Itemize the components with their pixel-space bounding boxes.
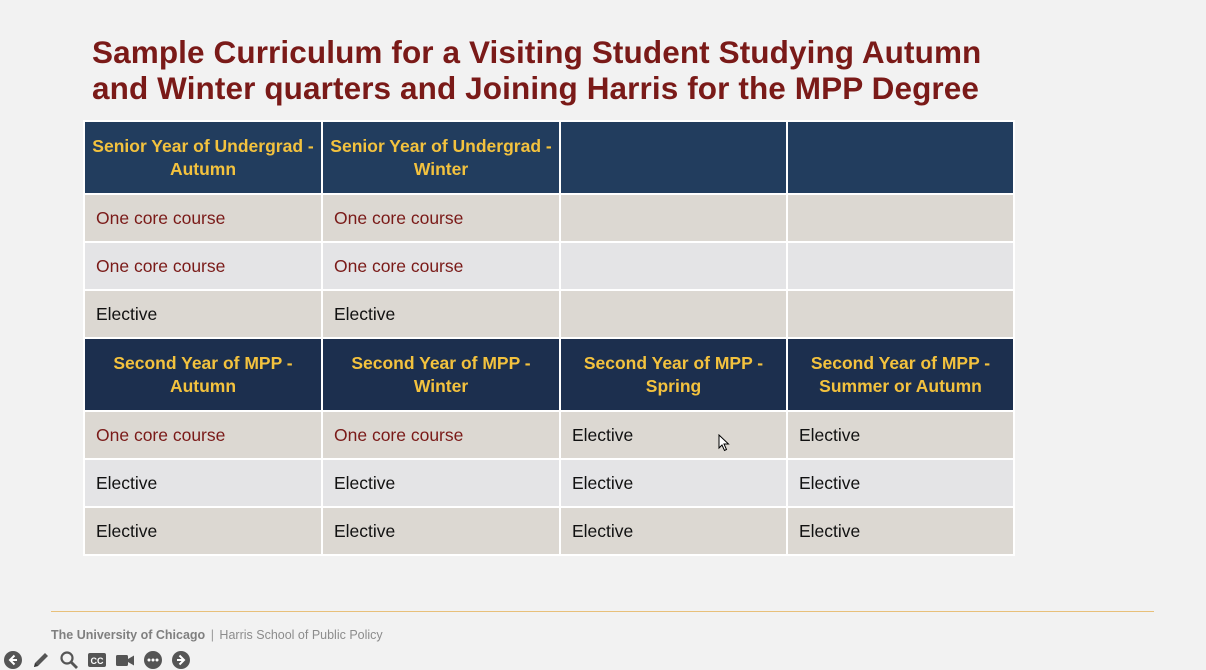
slide-title-line-2: and Winter quarters and Joining Harris for the MPP Degree (92, 70, 980, 106)
forward-icon (171, 650, 191, 670)
captions-button[interactable] (87, 650, 107, 670)
mouse-pointer-icon (718, 434, 730, 452)
header-cell: Senior Year of Undergrad - Autumn (84, 121, 322, 194)
captions-label: CC (90, 656, 104, 666)
back-icon (3, 650, 23, 670)
table-cell: One core course (84, 194, 322, 242)
table-cell: One core course (84, 411, 322, 459)
table-row (84, 242, 1014, 290)
footer-separator: | (210, 628, 214, 642)
table-cell (787, 194, 1014, 242)
zoom-icon (59, 650, 79, 670)
table-cell (560, 290, 787, 338)
mpp-header-row (84, 338, 1014, 411)
table-row (84, 411, 1014, 459)
undergrad-header-row (84, 121, 1014, 194)
table-cell (787, 290, 1014, 338)
table-cell: Elective (322, 459, 560, 507)
captions-icon (87, 650, 107, 670)
forward-button[interactable] (171, 650, 191, 670)
table-cell: Elective (560, 459, 787, 507)
table-cell: Elective (787, 507, 1014, 555)
table-cell (560, 242, 787, 290)
table-cell: One core course (322, 242, 560, 290)
table-cell (787, 242, 1014, 290)
table-cell: Elective (84, 507, 322, 555)
table-cell: Elective (322, 290, 560, 338)
table-cell (560, 194, 787, 242)
more-icon (143, 650, 163, 670)
table-cell: Elective (84, 290, 322, 338)
header-cell-empty (787, 121, 1014, 194)
slide-title (92, 34, 1092, 106)
table-cell: Elective (322, 507, 560, 555)
table-cell: Elective (787, 411, 1014, 459)
table-cell: One core course (322, 411, 560, 459)
table-row (84, 459, 1014, 507)
header-cell: Senior Year of Undergrad - Winter (322, 121, 560, 194)
more-button[interactable] (143, 650, 163, 670)
footer-divider (51, 611, 1154, 612)
footer-school: Harris School of Public Policy (219, 628, 383, 642)
header-cell: Second Year of MPP - Summer or Autumn (787, 338, 1014, 411)
pen-icon (31, 650, 51, 670)
header-cell-empty (560, 121, 787, 194)
table-row (84, 507, 1014, 555)
table-cell: One core course (84, 242, 322, 290)
curriculum-table (83, 120, 1015, 556)
table-cell: Elective (560, 507, 787, 555)
table-row (84, 194, 1014, 242)
table-cell: Elective (787, 459, 1014, 507)
table-cell: One core course (322, 194, 560, 242)
zoom-button[interactable] (59, 650, 79, 670)
slide-title-line-1: Sample Curriculum for a Visiting Student Studying Autumn (92, 34, 982, 70)
back-button[interactable] (3, 650, 23, 670)
header-cell: Second Year of MPP - Winter (322, 338, 560, 411)
header-cell: Second Year of MPP - Spring (560, 338, 787, 411)
presentation-controls (3, 650, 199, 670)
table-row (84, 290, 1014, 338)
table-cell: Elective (560, 411, 787, 459)
footer-university: The University of Chicago (51, 628, 206, 642)
table-cell: Elective (84, 459, 322, 507)
video-button[interactable] (115, 650, 135, 670)
header-cell: Second Year of MPP - Autumn (84, 338, 322, 411)
pen-button[interactable] (31, 650, 51, 670)
video-icon (115, 650, 135, 670)
footer (51, 628, 383, 642)
